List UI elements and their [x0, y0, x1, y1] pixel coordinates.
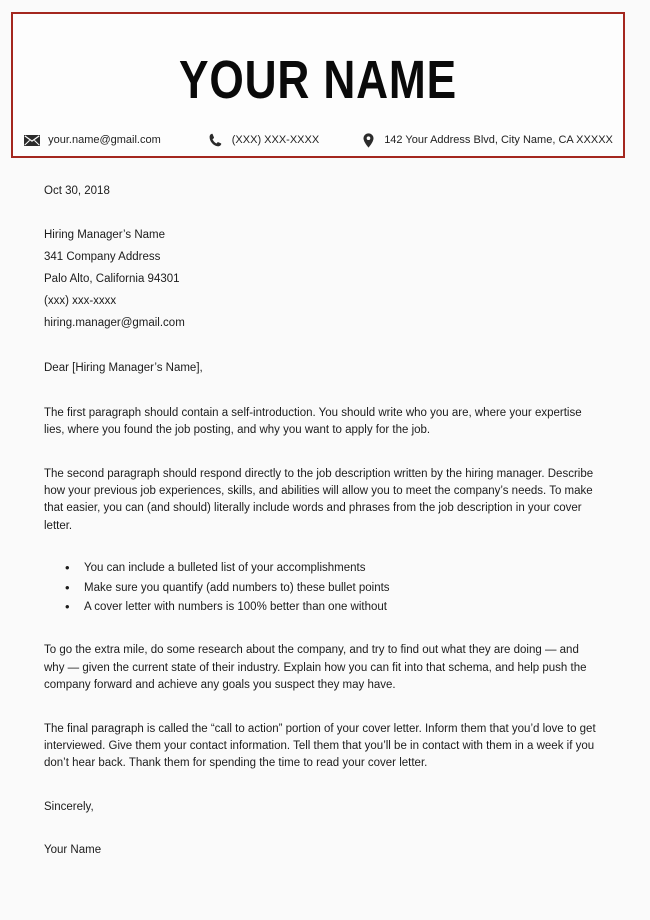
phone-icon [207, 132, 225, 148]
recipient-line: Palo Alto, California 94301 [44, 273, 180, 286]
contact-phone-label: (XXX) XXX-XXXX [231, 134, 320, 146]
applicant-name-heading: YOUR NAME [178, 50, 457, 110]
paragraph-2: The second paragraph should respond directly to the job description written by the hiring manager. Describe how your previous job experiences, skills, and abilities will allow you to meet the company’s needs. To make that easier, you can (and should) literally include words and phrases from the job description in your cover letter. [44, 467, 594, 532]
recipient-line: hiring.manager@gmail.com [44, 317, 185, 330]
recipient-line: (xxx) xxx-xxxx [44, 295, 117, 308]
recipient-address-block [44, 227, 602, 332]
contact-item-address[interactable] [359, 132, 613, 148]
signature-name: Your Name [44, 844, 102, 857]
salutation: Dear [Hiring Manager’s Name], [44, 362, 203, 375]
map-pin-icon [359, 132, 377, 148]
paragraph-3: To go the extra mile, do some research about the company, and try to find out what they are doing — and why — given the current state of their industry. Explain how you can fit into that schema, and help push the company forward and achieve any goals you suspect they may have. [44, 644, 587, 692]
contact-item-email[interactable] [23, 132, 161, 148]
closing-salutation: Sincerely, [44, 800, 94, 813]
contact-info-row [13, 132, 623, 148]
recipient-line: Hiring Manager’s Name [44, 229, 166, 242]
list-item: • Make sure you quantify (add numbers to) these bullet points [84, 579, 602, 597]
letter-date: Oct 30, 2018 [44, 185, 110, 197]
header-banner [11, 12, 625, 158]
accomplishments-bullet-list [44, 559, 602, 616]
contact-item-phone[interactable] [207, 132, 319, 148]
contact-address-label: 142 Your Address Blvd, City Name, CA XXXXX [384, 134, 613, 146]
letter-body [44, 183, 602, 860]
contact-email-label: your.name@gmail.com [48, 134, 161, 146]
list-item: • You can include a bulleted list of your accomplishments [84, 559, 602, 577]
recipient-line: 341 Company Address [44, 251, 161, 264]
paragraph-4: The final paragraph is called the “call to action” portion of your cover letter. Inform them that you’d love to get interviewed. Give them your contact information. Tell them that you’ll be in contact with them in a week if you don’t hear back. Thank them for spending the time to read your cover letter. [44, 722, 596, 770]
envelope-icon [23, 132, 41, 148]
list-item: • A cover letter with numbers is 100% better than one without [84, 598, 602, 616]
paragraph-1: The first paragraph should contain a self-introduction. You should write who you are, where your expertise lies, where you found the job posting, and why you want to apply for the job. [44, 406, 582, 437]
